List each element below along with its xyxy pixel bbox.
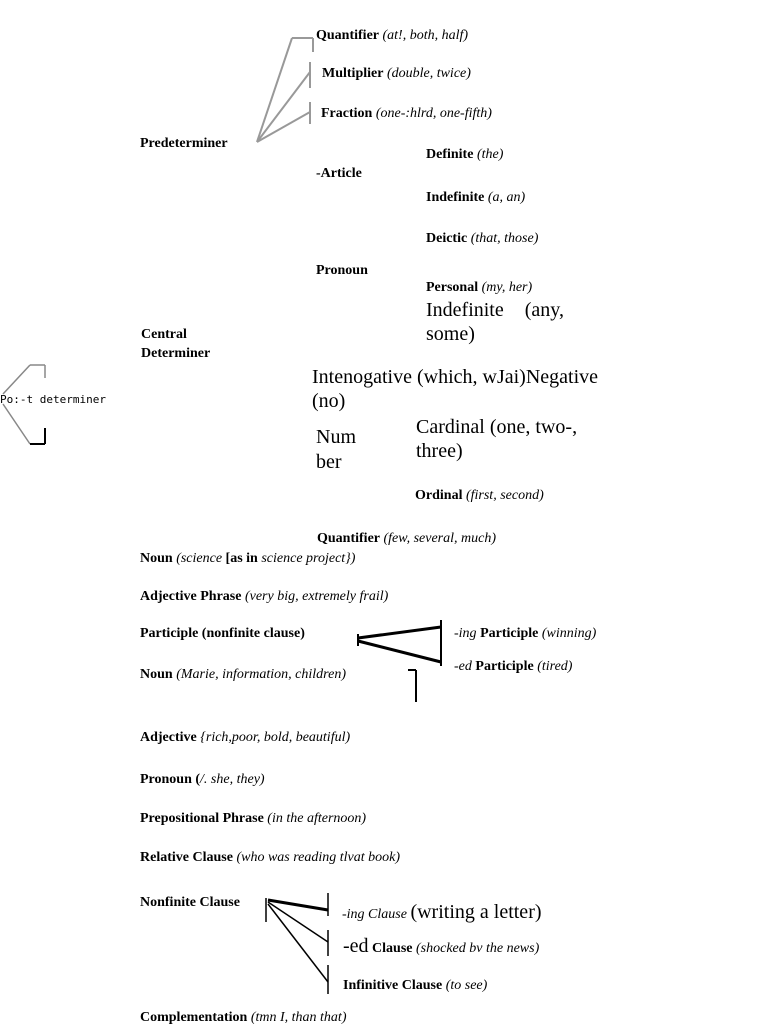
- pronoun-indefinite: Indefinite (any, some): [426, 299, 564, 345]
- article-definite: Definite (the): [426, 147, 504, 162]
- number-ordinal: Ordinal (first, second): [415, 488, 544, 503]
- premod-noun: Noun (science [as in science project}): [140, 551, 356, 566]
- predeterminer-fraction: Fraction (one-:hlrd, one-fifth): [321, 106, 492, 121]
- predeterminer-branches: [257, 38, 313, 142]
- central-quantifier: Quantifier (few, several, much): [317, 531, 496, 546]
- pronoun-personal: Personal (my, her): [426, 280, 533, 295]
- pronoun-interrogative: Intenogative (which, wJai)Negative (no): [312, 366, 599, 412]
- central-determiner-label-1: Central: [141, 327, 187, 342]
- predeterminer-label: Predeterminer: [140, 136, 228, 151]
- premod-ed-participle: -ed Participle (tired): [454, 659, 573, 674]
- number-label-2: ber: [316, 451, 342, 473]
- premod-ing-participle: -ing Participle (winning): [454, 626, 597, 641]
- participle-branches: [358, 620, 441, 702]
- article-label: -Article: [316, 166, 362, 181]
- article-indefinite: Indefinite (a, an): [426, 190, 526, 205]
- postmod-nonfinite-clause: Nonfinite Clause: [140, 895, 240, 910]
- number-label-1: Num: [316, 426, 356, 448]
- premod-participle: Participle (nonfinite clause): [140, 626, 305, 641]
- postmod-pronoun: Pronoun (/. she, they): [140, 772, 265, 787]
- postmod-adjective: Adjective {rich,poor, bold, beautiful): [140, 730, 351, 745]
- central-determiner-label-2: Determiner: [141, 346, 211, 361]
- postmod-prepositional-phrase: Prepositional Phrase (in the afternoon): [140, 811, 367, 826]
- predeterminer-multiplier: Multiplier (double, twice): [322, 66, 471, 81]
- postdeterminer-label: Po:-t determiner: [0, 393, 106, 406]
- pronoun-label: Pronoun: [316, 263, 368, 278]
- postmod-ing-clause: -ing Clause (writing a letter): [342, 901, 542, 923]
- number-cardinal: Cardinal (one, two-, three): [416, 416, 578, 462]
- postmod-relative-clause: Relative Clause (who was reading tlvat book): [140, 850, 401, 865]
- predeterminer-quantifier: Quantifier (at!, both, half): [316, 28, 469, 43]
- nonfinite-branches: [266, 893, 328, 994]
- premod-noun-2: Noun (Marie, information, children): [140, 667, 346, 682]
- postmod-infinitive-clause: Infinitive Clause (to see): [343, 978, 488, 993]
- postmod-complementation: Complementation (tmn I, than that): [140, 1010, 347, 1025]
- premod-adjective-phrase: Adjective Phrase (very big, extremely frail): [140, 589, 389, 604]
- pronoun-deictic: Deictic (that, those): [426, 231, 539, 246]
- postmod-ed-clause: -ed Clause (shocked bv the news): [343, 935, 540, 957]
